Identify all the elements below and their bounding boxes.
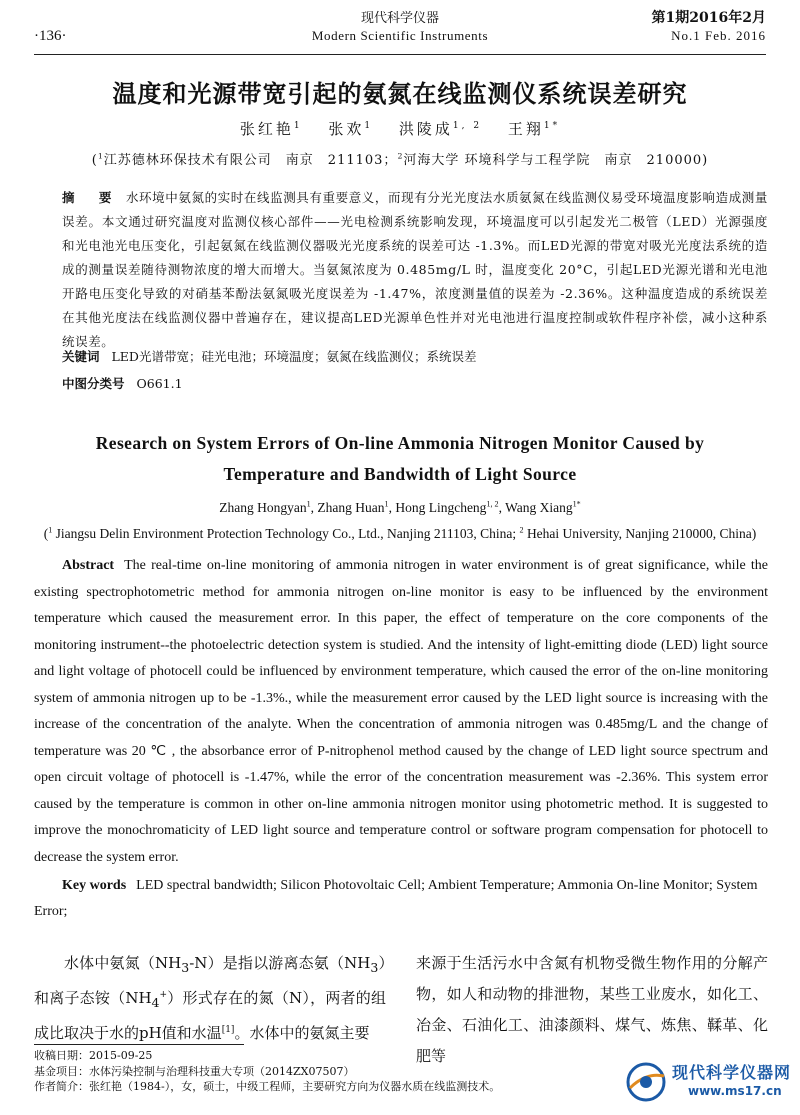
running-header bbox=[34, 8, 766, 55]
author-cn: 张欢 bbox=[328, 120, 365, 138]
footnote-divider bbox=[34, 1044, 244, 1045]
author-cn: 张红艳 bbox=[239, 120, 294, 138]
keywords-en bbox=[34, 873, 768, 925]
affil-cn-sup2: 2 bbox=[397, 151, 404, 161]
author-en-sep: , bbox=[310, 500, 318, 515]
citation-ref: [1] bbox=[221, 1025, 235, 1035]
author-en: Zhang Hongyan bbox=[219, 500, 307, 515]
affil-cn-sup1: 1 bbox=[97, 151, 104, 161]
issue-en: No.1 Feb. 2016 bbox=[671, 28, 766, 43]
author-cn-sup: 1* bbox=[543, 121, 561, 131]
author-en-sep: , bbox=[498, 500, 506, 515]
author-cn: 洪陵成 bbox=[398, 120, 453, 138]
abstract-en-text: The real-time on-line monitoring of ammonia nitrogen in water environment is of great significance, while the existing spectrophotometric method for ammonia nitrogen on-line monitor is easy to be influenced by the environment temperature which caused the measurement error. In this paper, the effect of temperature on the core components of the monitoring instrument--the photoelectric detection system is studied. And the intensity of light-emitting diode (LED) light source and light voltage of photocell could be influenced by environment temperature, which caused the error of the on-line monitoring system of ammonia nitrogen up to be -1.3%., while the measurement error caused by the LED light source is increasing with the increase of the concentration of the analyte. When the concentration of ammonia nitrogen was 0.485mg/L and the change of temperature was 20 ℃ , the absorbance error of P-nitrophenol method caused by the change of LED light source spectrum and open circuit voltage of photocell is -1.47%, while the error of the concentration measurement was -2.36%. This system error caused by the temperature is common in other on-line ammonia nitrogen monitor using photometric method. It is suggested to improve the monochromaticity of LED light source and temperature control or software program compensation for photocell to decrease the system error. bbox=[34, 558, 768, 865]
affiliation-en bbox=[0, 526, 800, 542]
watermark-globe-icon bbox=[624, 1060, 668, 1104]
affil-en-1: Jiangsu Delin Environment Protection Technology Co., Ltd., Nanjing 211103, China; bbox=[52, 526, 520, 541]
title-en-line1: Research on System Errors of On-line Ammonia Nitrogen Monitor Caused by bbox=[95, 433, 705, 453]
body-left-sub2: 3 bbox=[370, 960, 379, 975]
affiliation-cn bbox=[0, 149, 800, 168]
author-en-sep: , bbox=[388, 500, 396, 515]
abstract-cn-text: 水环境中氨氮的实时在线监测具有重要意义，而现有分光光度法水质氨氮在线监测仪易受环境温度影响造成测量误差。本文通过研究温度对监测仪核心部件——光电检测系统影响发现，环境温度可以引起发光二极管（LED）光源强度和光电池光电压变化，引起氨氮在线监测仪器吸光光度系统的误差可达 -1.3%。而LED光源的带宽对吸光光度法系统的造成的测量误差随待测物浓度的增大而增大。当氨氮浓度为 0.485mg/L 时，温度变化 20°C，引起LED光源光谱和光电池开路电压变化导致的对硝基苯酚法氨氮吸光度误差为 -1.47%，浓度测量值的误差为 -2.36%。这种温度造成的系统误差在其他光度法在线监测仪器中普遍存在，建议提高LED光源单色性并对光电池进行温度控制或软件程序补偿，减小这种系统误差。 bbox=[62, 190, 768, 349]
body-left-c: ）和离子态铵（NH bbox=[34, 954, 386, 1007]
affil-en-2: Hehai University, Nanjing 210000, China) bbox=[523, 526, 757, 541]
title-en-line2: Temperature and Bandwidth of Light Source bbox=[223, 464, 577, 484]
keywords-cn-text: LED光谱带宽；硅光电池；环境温度；氨氮在线监测仪；系统误差 bbox=[111, 349, 477, 364]
author-en-sup: 1 bbox=[306, 499, 311, 509]
clc-label: 中图分类号 bbox=[62, 376, 125, 391]
watermark-logo bbox=[624, 1058, 794, 1108]
journal-name-en: Modern Scientific Instruments bbox=[311, 28, 489, 43]
footnote-fund: 基金项目：水体污染控制与治理科技重大专项（2014ZX07507） bbox=[34, 1064, 355, 1078]
authors-en bbox=[0, 500, 800, 516]
author-en: Wang Xiang bbox=[505, 500, 573, 515]
affil-en-sup1: 1 bbox=[48, 525, 53, 535]
issue-info bbox=[652, 10, 766, 44]
body-left-b: -N）是指以游离态氨（NH bbox=[189, 954, 371, 972]
abstract-cn bbox=[62, 186, 768, 354]
body-left-e: 。水体中的氨氮主要 bbox=[234, 1024, 370, 1042]
body-column-right: 来源于生活污水中含氮有机物受微生物作用的分解产物，如人和动物的排泄物，某些工业废水，如化工、冶金、石油化工、油漆颜料、煤气、炼焦、鞣革、化肥等 bbox=[416, 954, 768, 1065]
title-en bbox=[0, 428, 800, 490]
watermark-url: www.ms17.cn bbox=[688, 1084, 782, 1098]
affil-cn-1: 江苏德林环保技术有限公司 南京 211103； bbox=[103, 153, 398, 168]
journal-name-cn: 现代科学仪器 bbox=[360, 11, 439, 26]
author-cn-sup: 1 bbox=[364, 121, 374, 131]
footnote-author: 作者简介：张红艳（1984-），女，硕士，中级工程师，主要研究方向为仪器水质在线监测技术。 bbox=[34, 1080, 501, 1093]
abstract-en bbox=[34, 553, 768, 871]
body-left-d: ）形式存在的氮（N），两者的组成比取决于水的pH值和水温 bbox=[34, 989, 386, 1042]
affil-cn-open: ( bbox=[91, 153, 98, 168]
clc-number bbox=[62, 374, 768, 394]
body-left-sup3: + bbox=[159, 990, 168, 1000]
keywords-cn-label: 关键词 bbox=[62, 349, 100, 364]
abstract-en-label: Abstract bbox=[62, 558, 115, 573]
body-left-sub3: 4 bbox=[151, 995, 160, 1010]
page-number: ·136· bbox=[34, 28, 67, 44]
clc-text: O661.1 bbox=[136, 376, 183, 391]
abstract-cn-label: 摘 要 bbox=[62, 190, 122, 205]
author-cn-sup: 1 bbox=[293, 121, 303, 131]
author-en: Zhang Huan bbox=[317, 500, 385, 515]
author-en-sup: 1* bbox=[572, 499, 581, 509]
footnote-received: 收稿日期：2015-09-25 bbox=[34, 1049, 153, 1062]
author-en-sup: 1 bbox=[384, 499, 389, 509]
watermark-name: 现代科学仪器网 bbox=[672, 1063, 792, 1082]
author-en-sup: 1, 2 bbox=[486, 499, 499, 509]
body-left-sub1: 3 bbox=[181, 960, 190, 975]
affil-en-sup2: 2 bbox=[519, 525, 524, 535]
authors-cn bbox=[0, 118, 800, 139]
author-en: Hong Lingcheng bbox=[395, 500, 487, 515]
body-left-a: 水体中氨氮（NH bbox=[64, 954, 182, 972]
footnotes bbox=[34, 1048, 634, 1095]
keywords-cn bbox=[62, 347, 768, 367]
keywords-en-text: LED spectral bandwidth; Silicon Photovoltaic Cell; Ambient Temperature; Ammonia On-line Monitor; System Error; bbox=[34, 878, 758, 919]
keywords-en-label: Key words bbox=[62, 878, 127, 893]
title-cn: 温度和光源带宽引起的氨氮在线监测仪系统误差研究 bbox=[112, 79, 688, 108]
affil-en-open: ( bbox=[43, 526, 49, 541]
issue-cn: 第1期2016年2月 bbox=[651, 10, 766, 26]
author-cn: 王翔 bbox=[507, 120, 544, 138]
author-cn-sup: 1, 2 bbox=[452, 121, 483, 131]
affil-cn-2: 河海大学 环境科学与工程学院 南京 210000) bbox=[403, 153, 709, 168]
body-column-left bbox=[34, 948, 386, 1049]
